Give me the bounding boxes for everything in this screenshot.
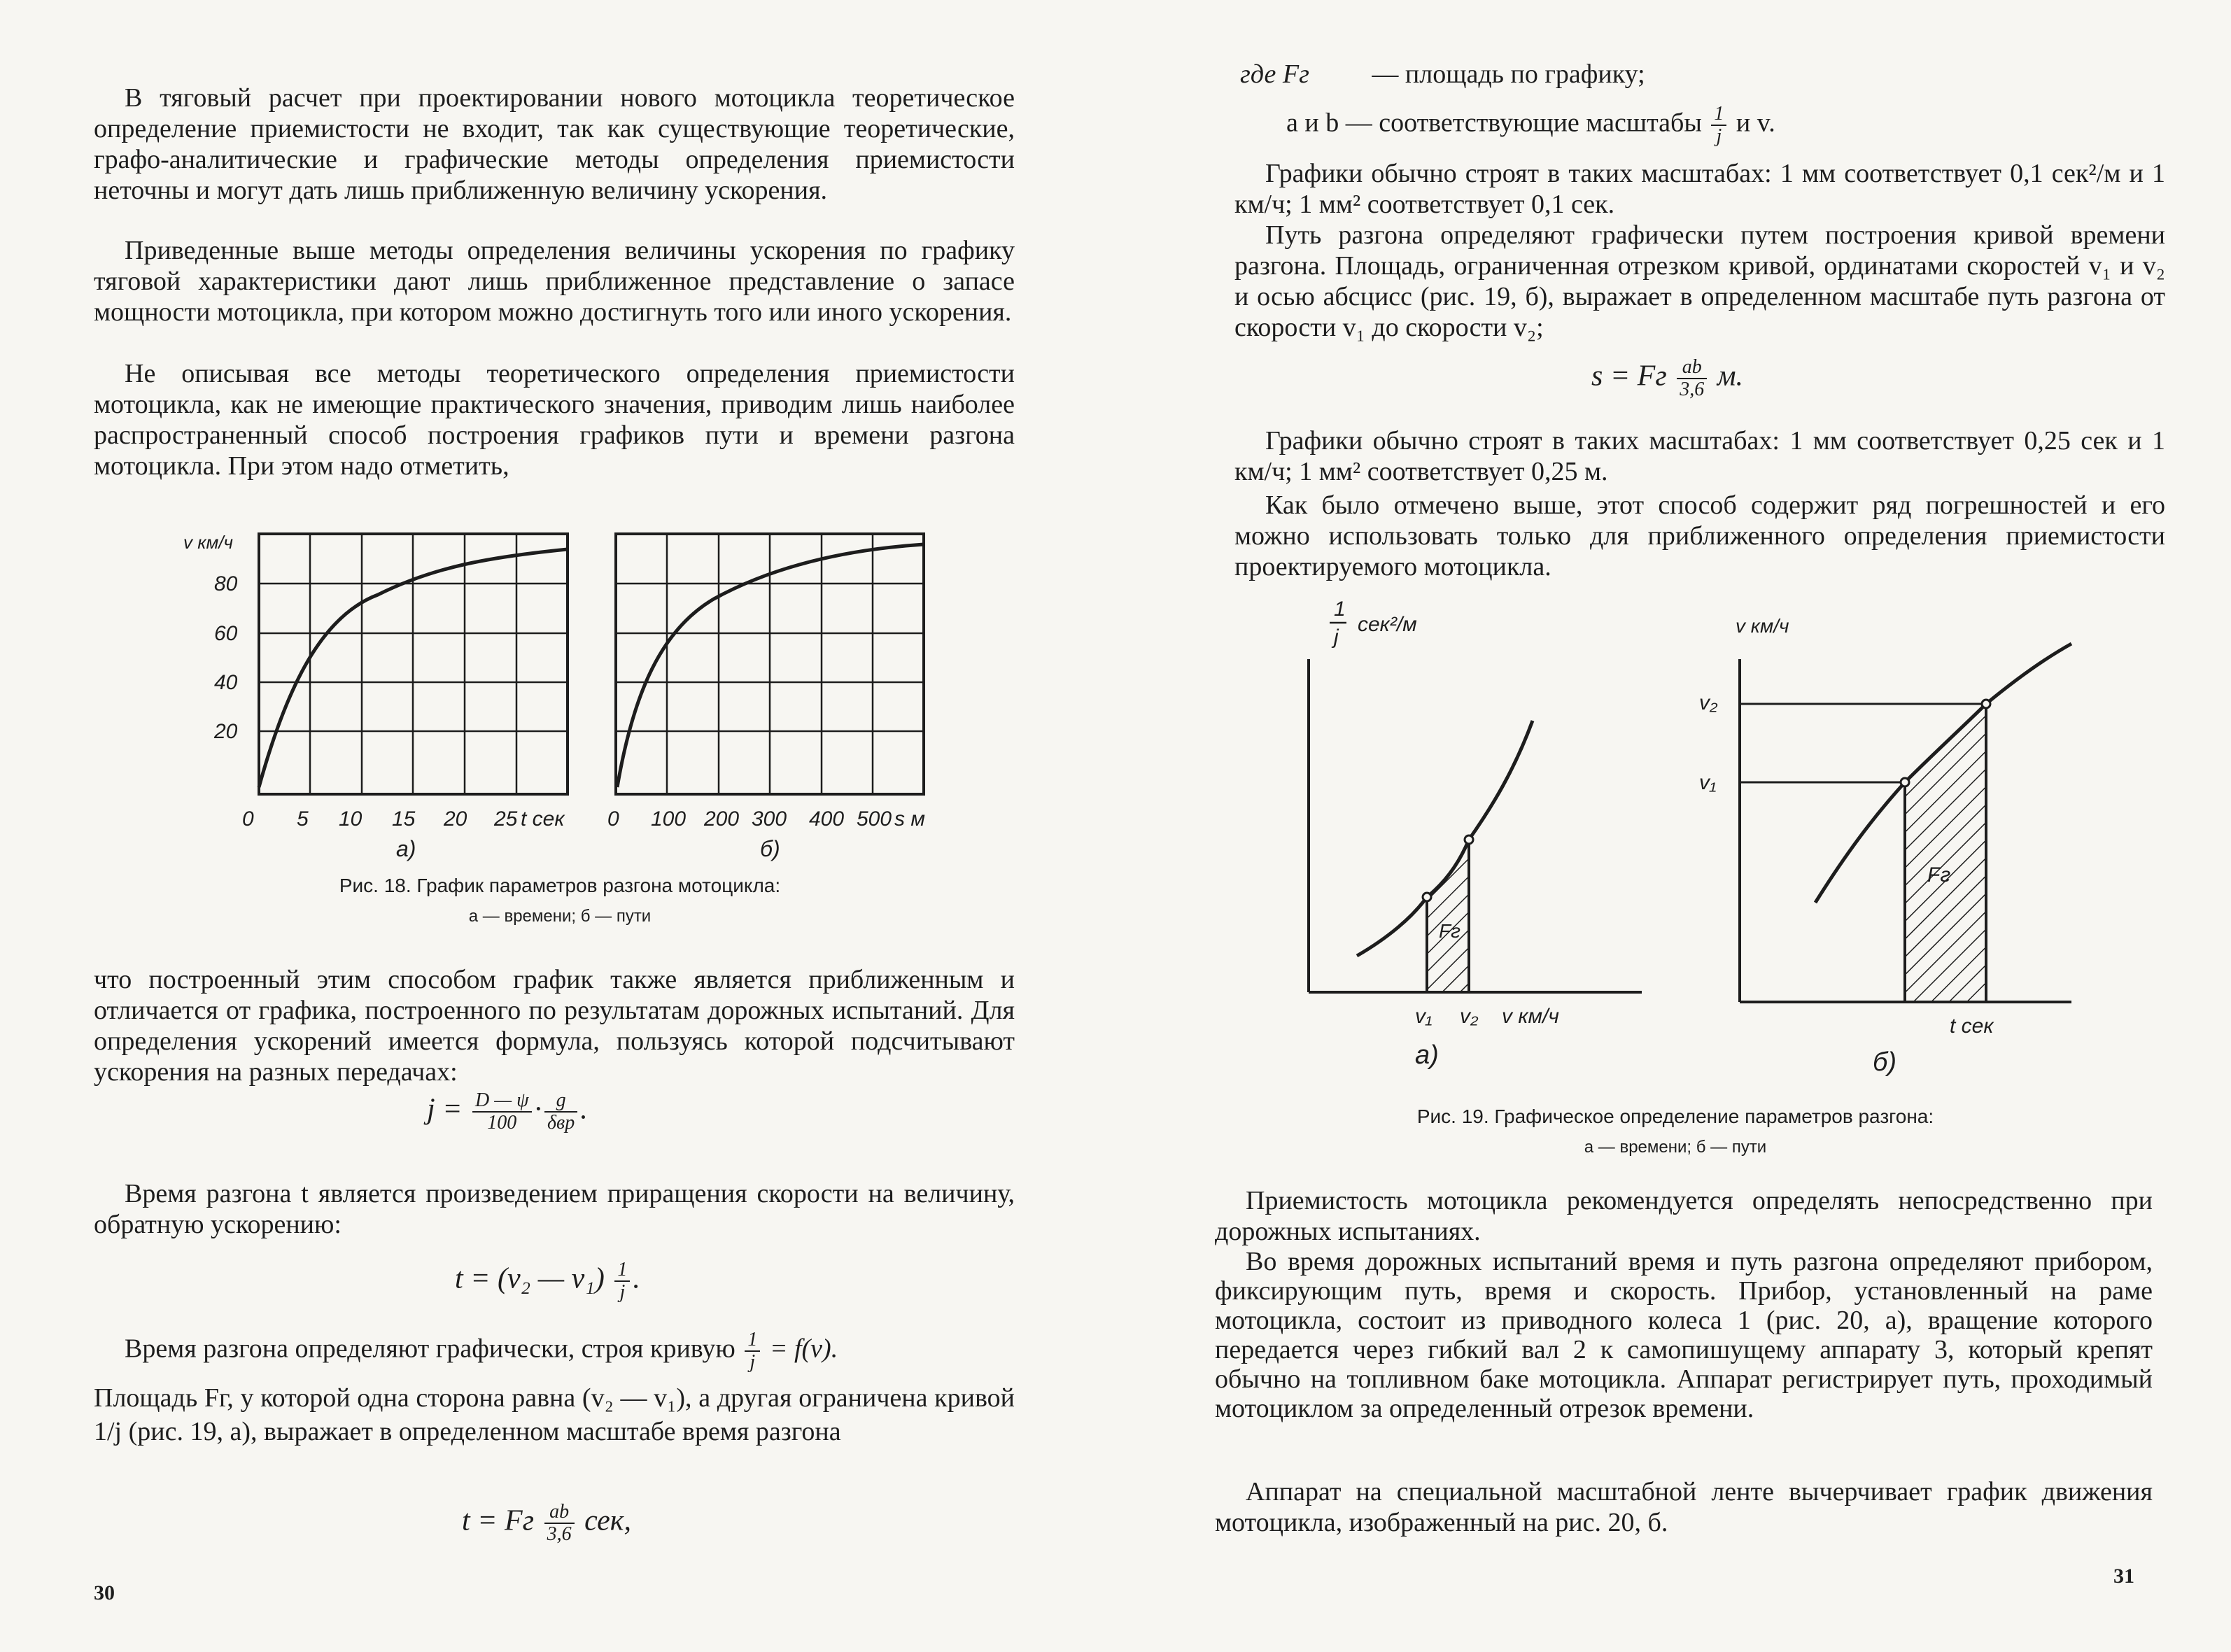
fig19-b-y1: v₁ — [1699, 771, 1717, 794]
paragraph: Не описывая все методы теоретического определения приемистости мотоцикла, как не имеющие практического значения, приводим лишь наиболее распространенный способ построения графиков пути и времени разгона мотоцикла. При этом надо отметить, — [94, 359, 1015, 481]
fig19-caption — [1276, 1106, 2074, 1157]
fig18-a-ytick: 60 — [214, 622, 238, 645]
fig18-caption-sub: а — времени; б — пути — [468, 907, 652, 926]
fig19-a-area-label: Fг — [1439, 920, 1461, 942]
fig19-b-area — [1905, 704, 1986, 1002]
fig18-b-sub: б) — [760, 836, 780, 861]
fig18-a-xtick: 20 — [444, 807, 467, 831]
fig19-b-sub: б) — [1873, 1047, 1897, 1077]
fig19-b-area-label: Fг — [1927, 863, 1951, 887]
fig18-a-ylabel: v км/ч — [183, 532, 234, 553]
fig18-a-ytick: 40 — [214, 671, 238, 694]
paragraph: В тяговый расчет при проектировании нового мотоцикла теоретическое определение приемистости не входит, так как существующие теоретические, графо-аналитические и графические методы определения приемистости неточны и могут дать лишь приближенную величину ускорения. — [94, 83, 1015, 205]
fig19-a-x1: v₁ — [1415, 1005, 1433, 1028]
formula-acceleration — [427, 1090, 588, 1134]
text-run: а и b — соответствующие масштабы — [1286, 108, 1702, 138]
formula-end: . — [580, 1093, 588, 1126]
formula-fraction: $\frac{D — \psi}{100}$ — [472, 1090, 532, 1134]
formula-time-area — [462, 1502, 631, 1545]
fig18-a-xlabel: t сек — [521, 807, 565, 831]
formula-unit: сек, — [584, 1504, 631, 1537]
inline-fraction: $\frac{1}{j}$ — [745, 1329, 760, 1373]
fig18-a-xtick: 0 — [242, 807, 254, 831]
fig19-b-xlabel: t сек — [1950, 1015, 1994, 1038]
fig19-chart-a — [1309, 659, 1642, 992]
fig18-b-xtick: 300 — [752, 807, 787, 831]
fig19-a-sub: а) — [1415, 1040, 1439, 1070]
page-number: 31 — [2113, 1565, 2134, 1588]
figure-19 — [1116, 0, 2231, 1092]
formula-fraction: $\frac{ab}{3,6}$ — [544, 1502, 575, 1545]
fig19-b-y2: v₂ — [1699, 691, 1718, 714]
formula-fraction: $\frac{g}{\text{δвр}}$ — [544, 1090, 577, 1134]
fig18-a-xtick: 15 — [392, 807, 416, 831]
fig19-a-ylabel-num: 1 — [1334, 598, 1346, 621]
fig18-a-ytick: 80 — [214, 572, 238, 595]
formula-end: . — [633, 1262, 640, 1295]
formula-dot: · — [534, 1093, 542, 1126]
paragraph: Во время дорожных испытаний время и путь разгона определяют прибором, фиксирующим путь, время и скорость. Прибор, установленный на раме мотоцикла, состоит из приводного колеса 1 (рис. 20, а), вращение которого передается через гибкий вал 2 к самопишущему аппарату 3, который крепят обычно на топливном баке мотоцикла. Аппарат регистрирует путь, проходимый мотоциклом за определенный отрезок времени. — [1215, 1247, 2153, 1423]
fig19-a-area — [1427, 840, 1469, 992]
text-run: где Fг — [1240, 59, 1309, 89]
figure-18 — [0, 0, 1116, 952]
paragraph: Аппарат на специальной масштабной ленте вычерчивает график движения мотоцикла, изображенный на рис. 20, б. — [1215, 1477, 2153, 1537]
page-number: 30 — [94, 1581, 115, 1604]
paragraph: Графики обычно строят в таких масштабах: 1 мм соответствует 0,25 сек и 1 км/ч; 1 мм² соответствует 0,25 м. — [1234, 426, 2165, 486]
fig18-b-xlabel: s м — [894, 807, 925, 831]
fig18-a-xtick: 25 — [494, 807, 518, 831]
fig18-a-sub: а) — [396, 836, 416, 861]
text-run: и v. — [1736, 108, 1775, 138]
fig18-b-xtick: 0 — [607, 807, 619, 831]
fig18-b-xtick: 200 — [704, 807, 740, 831]
paragraph: Путь разгона определяют графически путем построения кривой времени разгона. Площадь, ограниченная отрезком кривой, ординатами скоростей v₁ и v₂ и осью абсцисс (рис. 19, б), выражает в определенном масштабе путь разгона от скорости v₁ до скорости v₂; — [1234, 220, 2165, 342]
formula-time — [455, 1259, 640, 1303]
formula-lhs: t = (v₂ — v₁) — [455, 1262, 605, 1295]
fig18-caption — [210, 875, 910, 926]
fig19-caption-title: Рис. 19. Графическое определение параметров разгона: — [1416, 1106, 1934, 1127]
paragraph: что построенный этим способом график также является приближенным и отличается от графика, построенного по результатам дорожных испытаний. Для определения ускорений имеется формула, пользуясь которой подсчитывают ускорения на разных передачах: — [94, 965, 1015, 1087]
fig18-a-ytick: 20 — [214, 720, 238, 743]
paragraph: Графики обычно строят в таких масштабах: 1 мм соответствует 0,1 сек²/м и 1 км/ч; 1 мм² соответствует 0,1 сек. — [1234, 159, 2165, 219]
formula-lhs: t = Fг — [462, 1504, 535, 1537]
paragraph-line — [125, 1329, 838, 1373]
inline-fraction: $\frac{1}{j}$ — [1711, 104, 1726, 147]
fig18-a-xtick: 10 — [339, 807, 363, 831]
formula-fraction: $\frac{1}{j}$ — [614, 1259, 630, 1303]
formula-fraction: $\frac{ab}{3,6}$ — [1677, 357, 1707, 400]
fig19-caption-sub: а — времени; б — пути — [1584, 1138, 1767, 1157]
fig18-b-xtick: 400 — [809, 807, 845, 831]
fig18-chart-a — [259, 534, 568, 794]
text-run: = f(v). — [769, 1334, 838, 1364]
paragraph: Приемистость мотоцикла рекомендуется определять непосредственно при дорожных испытаниях. — [1215, 1186, 2153, 1246]
paragraph: Приведенные выше методы определения величины ускорения по графику тяговой характеристики дают лишь приближенное представление о запасе мощности мотоцикла, при котором можно достигнуть того или иного ускорения. — [94, 236, 1015, 327]
fig19-a-ylabel-unit: сек²/м — [1358, 613, 1417, 636]
fig19-a-xunit: v км/ч — [1502, 1005, 1559, 1028]
formula-unit: м. — [1717, 360, 1744, 393]
paragraph: Как было отмечено выше, этот способ содержит ряд погрешностей и его можно использовать только для приближенного определения приемистости проектируемого мотоцикла. — [1234, 490, 2165, 581]
text-run: — площадь по графику; — [1372, 59, 1645, 89]
fig19-a-ylabel-den: j — [1334, 626, 1339, 649]
right-page — [1116, 0, 2231, 1652]
paragraph: Время разгона t является произведением приращения скорости на величину, обратную ускорению: — [94, 1179, 1015, 1239]
fig18-b-xtick: 100 — [651, 807, 687, 831]
formula-lhs: s = Fг — [1591, 360, 1667, 393]
fig18-chart-b — [616, 534, 924, 794]
paragraph: Площадь Fг, у которой одна сторона равна (v₂ — v₁), а другая ограничена кривой 1/j (рис. 19, а), выражает в определенном масштабе время разгона — [94, 1383, 1015, 1446]
fig18-b-xtick: 500 — [857, 807, 892, 831]
text-run: Время разгона определяют графически, строя кривую — [125, 1334, 736, 1364]
fig18-a-xtick: 5 — [297, 807, 309, 831]
fig19-b-ylabel: v км/ч — [1736, 615, 1789, 637]
formula-lhs: j = — [427, 1093, 463, 1126]
fig19-a-x2: v₂ — [1460, 1005, 1479, 1028]
fig18-caption-title: Рис. 18. График параметров разгона мотоцикла: — [339, 875, 781, 896]
fig19-chart-b — [1740, 644, 2071, 1002]
